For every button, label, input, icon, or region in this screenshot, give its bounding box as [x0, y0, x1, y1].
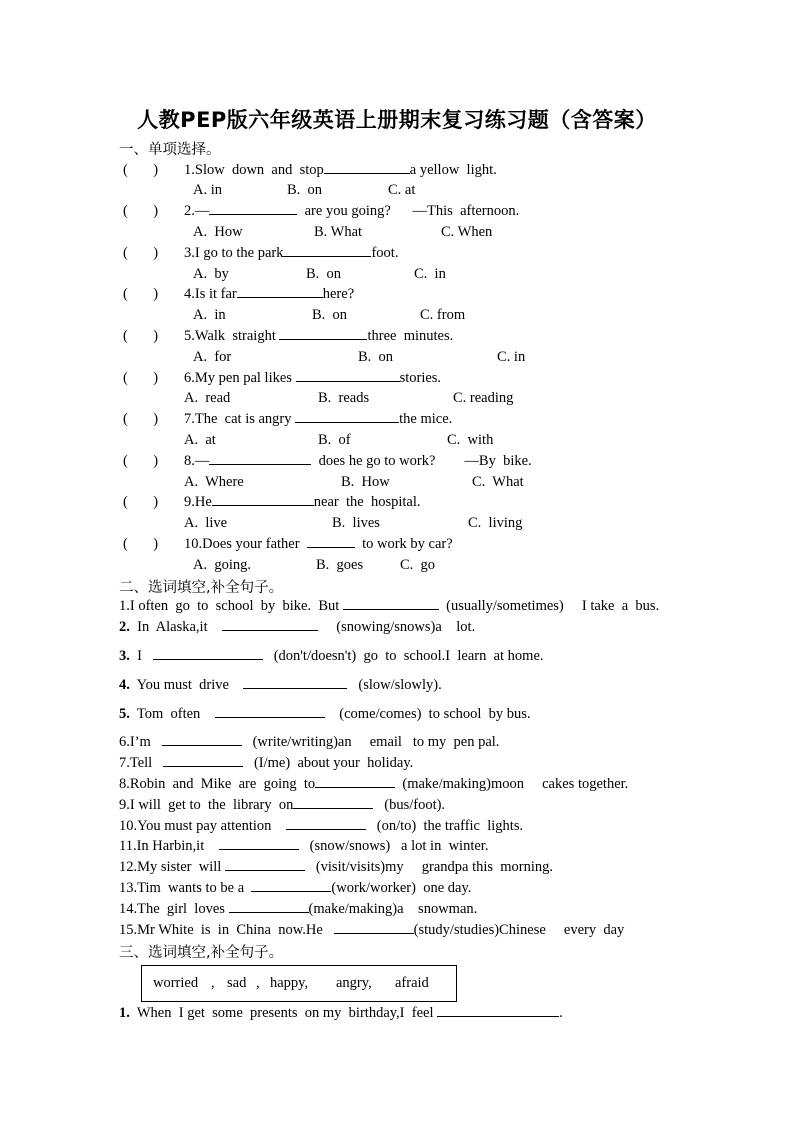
option-a: A. in	[193, 182, 222, 198]
answer-blank[interactable]	[437, 1015, 559, 1017]
word-bank-word: afraid	[395, 975, 429, 991]
option-b: B. goes	[316, 557, 364, 573]
fill-item: 14.The girl loves (make/making)a snowman.	[119, 901, 478, 917]
question-text: 2.— are you going? —This afternoon.	[184, 203, 520, 219]
word-bank-word: worried	[153, 975, 199, 991]
option-c: C. in	[497, 349, 526, 365]
option-a: A. for	[193, 349, 232, 365]
fill-item: 9.I will get to the library on (bus/foot).	[119, 797, 446, 813]
answer-paren: ( )	[123, 453, 159, 469]
fill-item: 11.In Harbin,it (snow/snows) a lot in winter.	[119, 838, 489, 854]
option-a: A. by	[193, 266, 229, 282]
option-b: B. on	[287, 182, 323, 198]
answer-paren: ( )	[123, 411, 159, 427]
option-b: B. on	[306, 266, 342, 282]
option-c: C. in	[414, 266, 446, 282]
answer-blank[interactable]	[324, 172, 410, 174]
question-text: 8.— does he go to work? —By bike.	[184, 453, 532, 469]
option-b: B. of	[318, 432, 351, 448]
fill-item: 7.Tell (I/me) about your holiday.	[119, 755, 414, 771]
answer-blank[interactable]	[153, 658, 263, 660]
fill-item: 13.Tim wants to be a (work/worker) one day.	[119, 880, 472, 896]
fill-item: 2. In Alaska,it (snowing/snows)a lot.	[119, 619, 476, 635]
answer-blank[interactable]	[229, 911, 309, 913]
option-a: A. Where	[184, 474, 244, 490]
answer-blank[interactable]	[315, 786, 395, 788]
answer-blank[interactable]	[283, 255, 371, 257]
fill-item: 3. I (don't/doesn't) go to school.I learn at home.	[119, 648, 544, 664]
answer-paren: ( )	[123, 245, 159, 261]
page-title: 人教PEP版六年级英语上册期末复习练习题（含答案）	[137, 108, 657, 132]
option-b: B. What	[314, 224, 363, 240]
section-heading-2: 二、选词填空,补全句子。	[119, 580, 284, 596]
option-a: A. at	[184, 432, 216, 448]
answer-blank[interactable]	[219, 848, 299, 850]
word-bank-word: sad	[227, 975, 247, 991]
answer-blank[interactable]	[251, 890, 331, 892]
option-c: C. go	[400, 557, 436, 573]
answer-blank[interactable]	[243, 687, 347, 689]
option-c: C. living	[468, 515, 523, 531]
word-bank-separator: ,	[256, 975, 260, 991]
answer-blank[interactable]	[286, 828, 366, 830]
answer-paren: ( )	[123, 203, 159, 219]
answer-blank[interactable]	[279, 338, 367, 340]
question-text: 1.Slow down and stop a yellow light.	[184, 162, 497, 178]
word-bank-word: happy,	[270, 975, 309, 991]
answer-paren: ( )	[123, 162, 159, 178]
word-bank-word: angry,	[336, 975, 372, 991]
fill-item: 10.You must pay attention (on/to) the traffic lights.	[119, 818, 524, 834]
answer-blank[interactable]	[296, 380, 400, 382]
answer-blank[interactable]	[307, 546, 355, 548]
question-text: 5.Walk straight three minutes.	[184, 328, 454, 344]
word-bank	[141, 965, 457, 1002]
fill-item: 6.I’m (write/writing)an email to my pen pal.	[119, 734, 500, 750]
fill-item: 8.Robin and Mike are going to (make/making)moon cakes together.	[119, 776, 629, 792]
fill-item: 12.My sister will (visit/visits)my grandpa this morning.	[119, 859, 554, 875]
word-bank-separator: ,	[211, 975, 215, 991]
answer-paren: ( )	[123, 370, 159, 386]
answer-blank[interactable]	[163, 765, 243, 767]
answer-blank[interactable]	[334, 932, 414, 934]
section-heading-1: 一、单项选择。	[119, 142, 221, 158]
option-c: C. at	[388, 182, 416, 198]
option-a: A. going.	[193, 557, 251, 573]
answer-blank[interactable]	[237, 296, 323, 298]
option-c: C. What	[472, 474, 524, 490]
fill-item: 4. You must drive (slow/slowly).	[119, 677, 442, 693]
answer-blank[interactable]	[225, 869, 305, 871]
option-c: C. with	[447, 432, 494, 448]
answer-paren: ( )	[123, 328, 159, 344]
option-a: A. live	[184, 515, 228, 531]
answer-blank[interactable]	[293, 807, 373, 809]
answer-blank[interactable]	[209, 213, 297, 215]
question-text: 9.He near the hospital.	[184, 494, 421, 510]
answer-blank[interactable]	[295, 421, 399, 423]
fill-item: 15.Mr White is in China now.He (study/studies)Chinese every day	[119, 922, 625, 938]
question-text: 3.I go to the park foot.	[184, 245, 399, 261]
answer-paren: ( )	[123, 494, 159, 510]
option-a: A. read	[184, 390, 231, 406]
question-text: 7.The cat is angry the mice.	[184, 411, 453, 427]
answer-blank[interactable]	[209, 463, 311, 465]
option-a: A. How	[193, 224, 243, 240]
answer-blank[interactable]	[343, 608, 439, 610]
answer-blank[interactable]	[215, 716, 325, 718]
answer-blank[interactable]	[162, 744, 242, 746]
answer-paren: ( )	[123, 286, 159, 302]
section-heading-3: 三、选词填空,补全句子。	[119, 945, 284, 961]
option-c: C. from	[420, 307, 466, 323]
question-text: 4.Is it far here?	[184, 286, 355, 302]
question-text: 6.My pen pal likes stories.	[184, 370, 442, 386]
fill-item: 1.I often go to school by bike. But (usually/sometimes) I take a bus.	[119, 598, 660, 614]
answer-blank[interactable]	[222, 629, 318, 631]
option-c: C. reading	[453, 390, 514, 406]
fill-item: 5. Tom often (come/comes) to school by bus.	[119, 706, 531, 722]
option-c: C. When	[441, 224, 493, 240]
option-b: B. How	[341, 474, 390, 490]
option-b: B. on	[358, 349, 394, 365]
option-b: B. lives	[332, 515, 380, 531]
option-b: B. reads	[318, 390, 370, 406]
option-a: A. in	[193, 307, 226, 323]
answer-blank[interactable]	[212, 504, 314, 506]
fill-item: 1. When I get some presents on my birthday,I feel .	[119, 1005, 563, 1021]
question-text: 10.Does your father to work by car?	[184, 536, 453, 552]
option-b: B. on	[312, 307, 348, 323]
answer-paren: ( )	[123, 536, 159, 552]
